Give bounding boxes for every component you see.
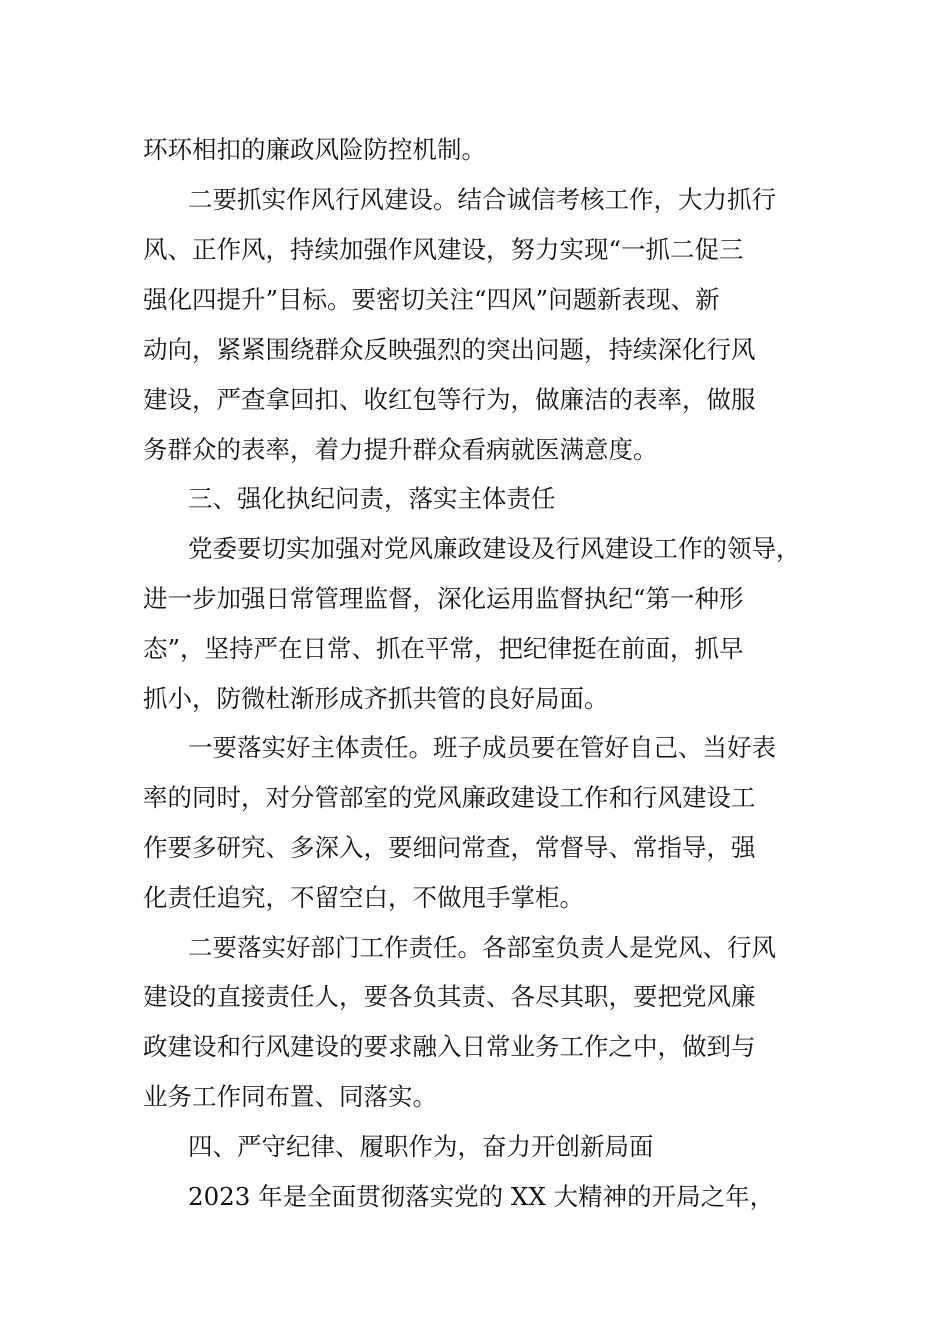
paragraph-line: 作要多研究、多深入，要细问常查，常督导、常指导，强 [143, 833, 756, 862]
paragraph-line: 率的同时，对分管部室的党风廉政建设工作和行风建设工 [143, 783, 756, 812]
paragraph-line: 化责任追究，不留空白，不做甩手掌柜。 [143, 883, 584, 912]
paragraph-line: 抓小，防微杜渐形成齐抓共管的良好局面。 [143, 684, 609, 713]
paragraph-line: 二要抓实作风行风建设。结合诚信考核工作，大力抓行 [188, 185, 776, 214]
paragraph-line: 2023 年是全面贯彻落实党的 XX 大精神的开局之年， [188, 1182, 775, 1211]
paragraph-line: 进一步加强日常管理监督，深化运用监督执纪“第一种形 [143, 584, 744, 613]
paragraph-line: 党委要切实加强对党风廉政建设及行风建设工作的领导， [188, 534, 801, 563]
section-heading: 四、严守纪律、履职作为，奋力开创新局面 [188, 1132, 654, 1161]
paragraph-line: 二要落实好部门工作责任。各部室负责人是党风、行风 [188, 933, 776, 962]
paragraph-line: 务群众的表率，着力提升群众看病就医满意度。 [143, 435, 658, 464]
paragraph-line: 建设，严查拿回扣、收红包等行为，做廉洁的表率，做服 [143, 385, 756, 414]
paragraph-line: 建设的直接责任人，要各负其责、各尽其职，要把党风廉 [143, 982, 756, 1011]
paragraph-line: 业务工作同布置、同落实。 [143, 1082, 437, 1111]
paragraph-line: 环环相扣的廉政风险防控机制。 [143, 135, 486, 164]
paragraph-line: 态”，坚持严在日常、抓在平常，把纪律挺在前面，抓早 [143, 634, 744, 663]
paragraph-line: 动向，紧紧围绕群众反映强烈的突出问题，持续深化行风 [143, 335, 756, 364]
section-heading: 三、强化执纪问责，落实主体责任 [188, 484, 556, 513]
paragraph-line: 风、正作风，持续加强作风建设，努力实现“一抓二促三 [143, 235, 744, 264]
paragraph-line: 强化四提升”目标。要密切关注“四风”问题新表现、新 [143, 285, 720, 314]
paragraph-line: 政建设和行风建设的要求融入日常业务工作之中，做到与 [143, 1032, 756, 1061]
paragraph-line: 一要落实好主体责任。班子成员要在管好自己、当好表 [188, 733, 776, 762]
